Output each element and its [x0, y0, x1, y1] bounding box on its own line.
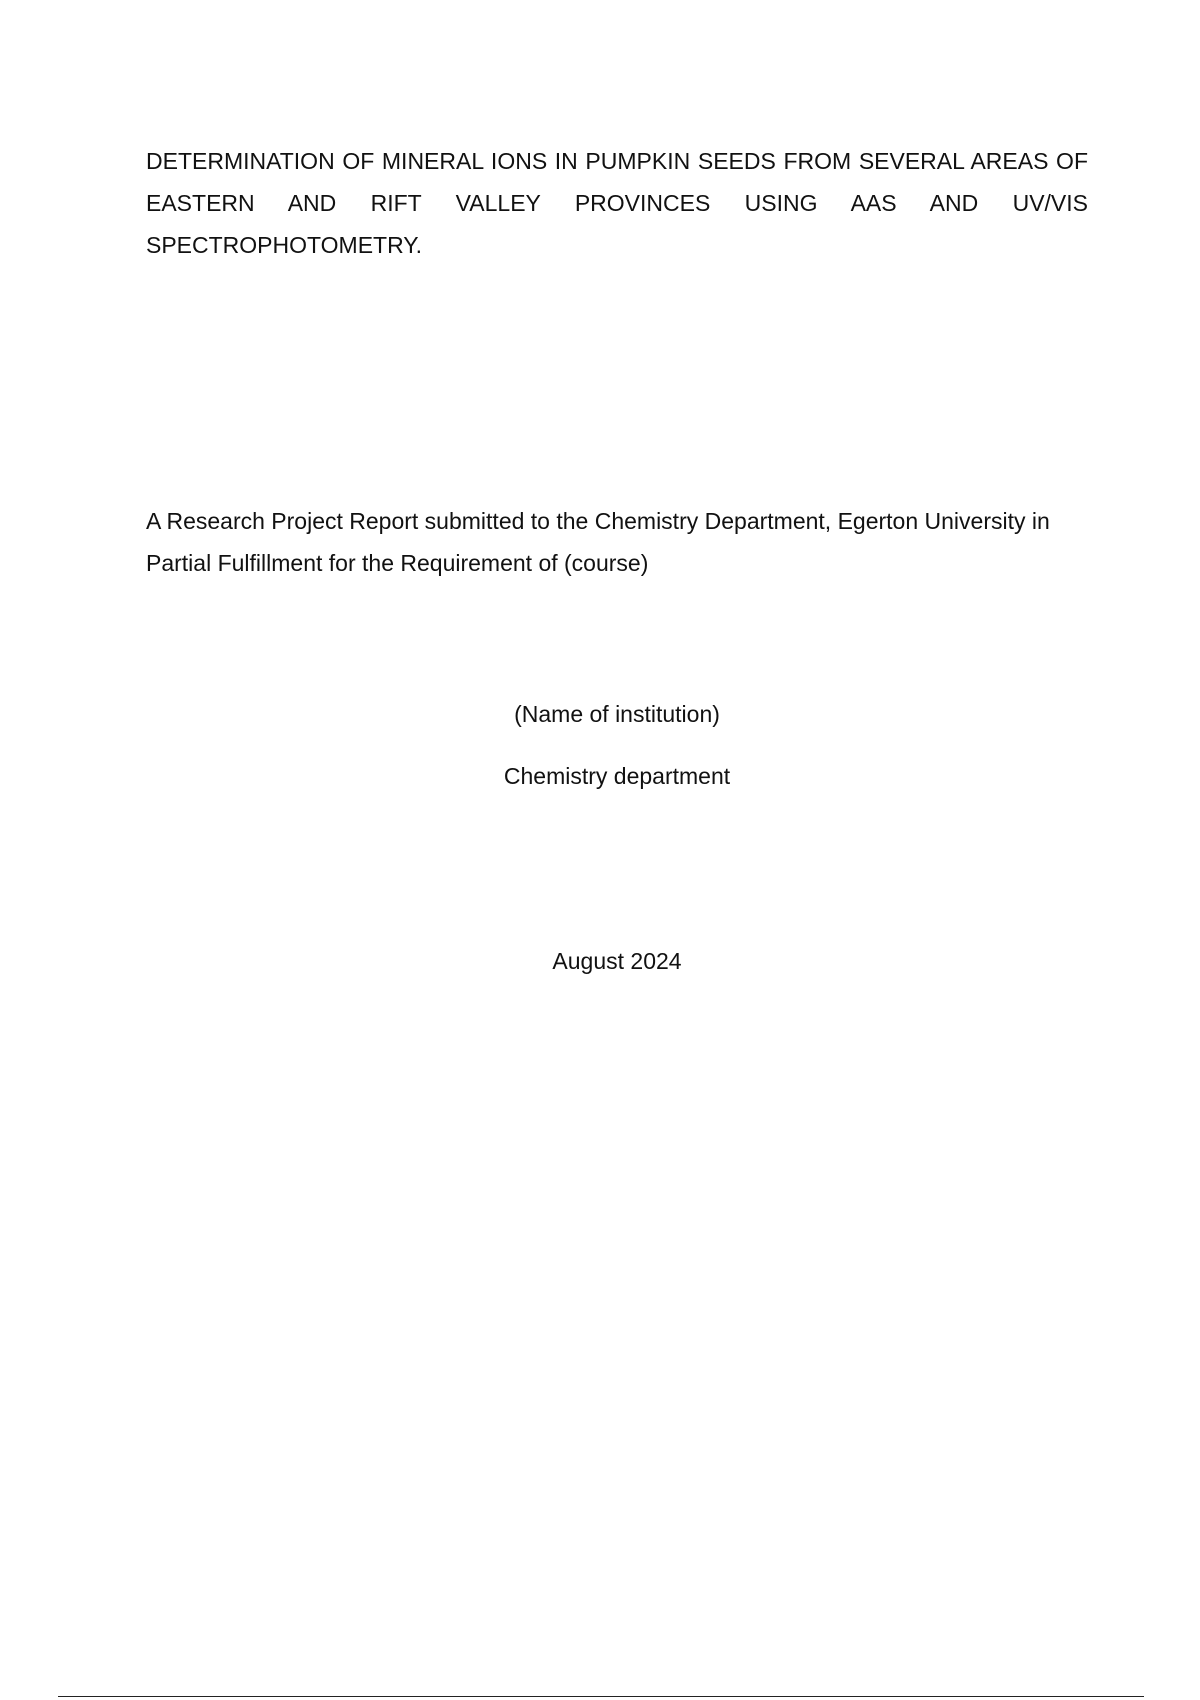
- report-title: DETERMINATION OF MINERAL IONS IN PUMPKIN SEEDS FROM SEVERAL AREAS OF EASTERN AND RIFT VALLEY PROVINCES USING AAS AND UV/VIS SPECTROPHOTOMETRY.: [146, 148, 1088, 258]
- report-date: August 2024: [552, 948, 682, 974]
- submission-statement: A Research Project Report submitted to the Chemistry Department, Egerton University in Partial Fulfillment for the Requirement of (course): [146, 508, 1050, 576]
- footer-divider: [58, 1696, 1144, 1697]
- department-name: Chemistry department: [503, 763, 731, 789]
- institution-name: (Name of institution): [514, 701, 720, 727]
